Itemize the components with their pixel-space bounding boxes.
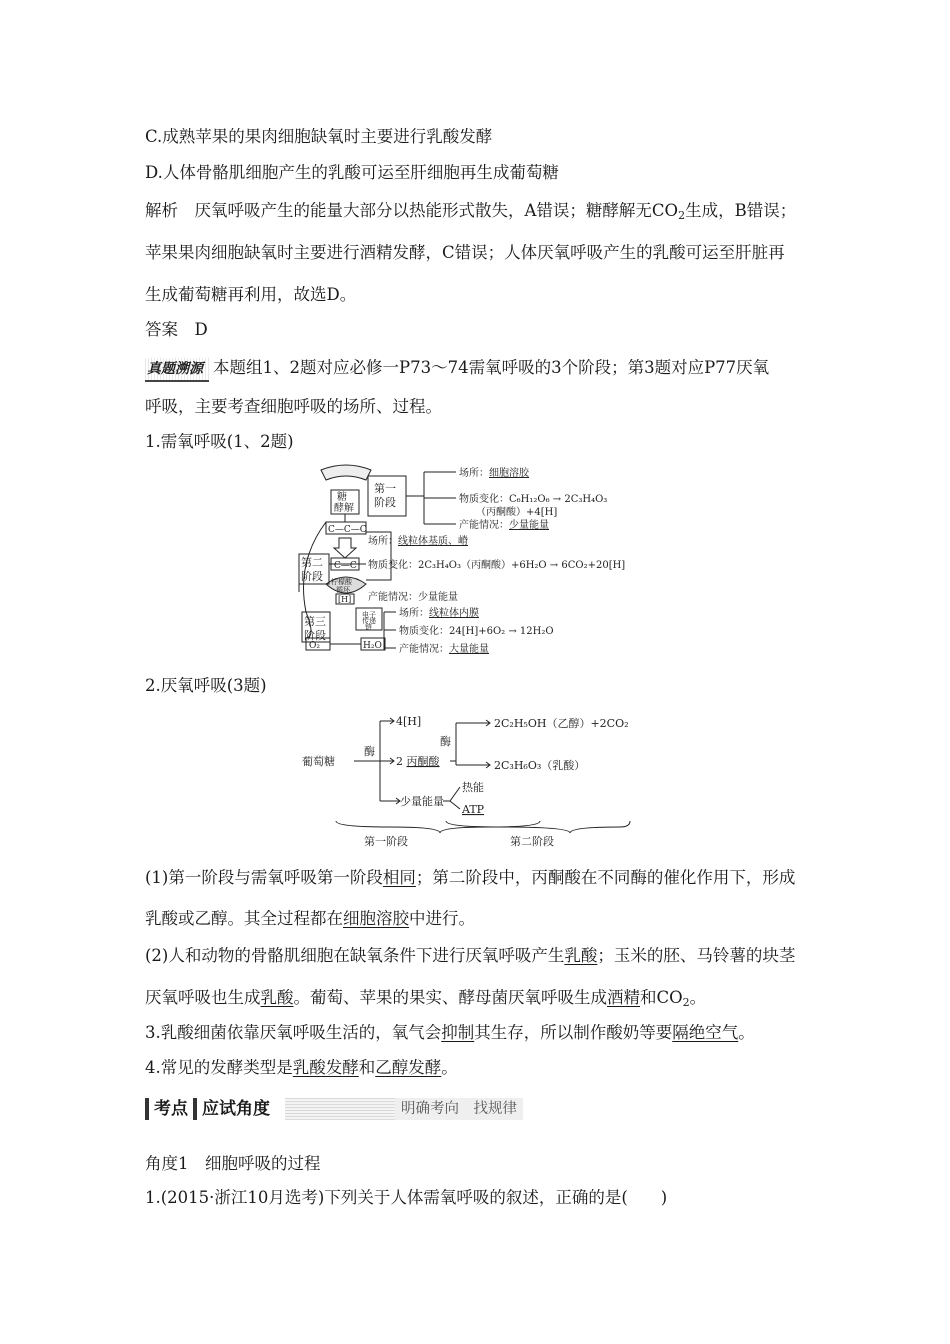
angle-1-heading: 角度1 细胞呼吸的过程 [145,1154,321,1173]
stage2-label: 第二 [301,556,323,569]
banner-right: 明确考向 找规律 [395,1098,523,1120]
point-3: 3.乳酸细菌依靠厌氧呼吸生活的，氧气会抑制其生存，所以制作酸奶等要隔绝空气。 [145,1023,755,1042]
s1-matter2: （丙酮酸）+4[H] [476,507,558,518]
lactic-label: 2C₃H₆O₃（乳酸） [494,759,586,772]
h4-label: 4[H] [396,715,422,728]
svg-text:循环: 循环 [336,586,350,594]
analysis-line-1: 解析 厌氧呼吸产生的能量大部分以热能形式散失，A错误；糖酵解无$CO_2$生成，B错误； [145,201,797,222]
analysis-line-3: 生成葡萄糖再利用，故选D。 [145,285,357,304]
s2-energy: 产能情况：少量能量 [368,592,458,603]
s3-matter: 物质变化：24[H]+6O₂ → 12H₂O [399,626,554,637]
glycolysis-label: 糖 [337,492,347,503]
h2o-label: H₂O [363,641,382,651]
option-d: D.人体骨骼肌细胞产生的乳酸可运至肝细胞再生成葡萄糖 [145,163,559,182]
s2-matter: 物质变化：2C₃H₄O₃（丙酮酸）+6H₂O → 6CO₂+20[H] [368,560,626,571]
source-line-1: 真题溯源 本题组1、2题对应必修一P73～74需氧呼吸的3个阶段；第3题对应P77厌氧 [145,357,769,382]
aerobic-heading: 1.需氧呼吸(1、2题) [145,432,294,451]
svg-text:阶段: 阶段 [374,496,396,509]
answer: 答案 D [145,320,208,339]
point-4: 4.常见的发酵类型是乳酸发酵和乙醇发酵。 [145,1058,458,1077]
aerobic-diagram [296,462,666,662]
krebs-label: 柠檬酸 [331,578,352,586]
source-line-2: 呼吸，主要考查细胞呼吸的场所、过程。 [145,397,442,416]
stage3-label: 第三 [304,615,326,628]
point-2-line-1: (2)人和动物的骨骼肌细胞在缺氧条件下进行厌氧呼吸产生乳酸；玉米的胚、马铃薯的块茎 [145,946,796,965]
anaerobic-diagram [300,705,640,855]
glucose-shape [321,465,371,480]
stage1-anaerobic: 第一阶段 [364,835,408,848]
heat-label: 热能 [462,781,484,794]
h-label: [H] [338,595,352,604]
stage2-anaerobic: 第二阶段 [510,835,554,848]
point-1-line-1: (1)第一阶段与需氧呼吸第一阶段相同；第二阶段中，丙酮酸在不同酶的催化作用下，形成 [145,868,796,887]
point-2-line-2: 厌氧呼吸也生成乳酸。葡萄、苹果的果实、酵母菌厌氧呼吸生成酒精和$CO_2$。 [145,988,707,1009]
svg-text:阶段: 阶段 [301,570,323,583]
section-banner [145,1096,525,1122]
s1-matter: 物质变化：C₆H₁₂O₆ → 2C₃H₄O₃ [459,494,608,505]
svg-text:阶段: 阶段 [304,629,326,642]
etc-label: 电子 [362,611,376,619]
s1-energy: 产能情况：少量能量 [459,520,549,531]
svg-text:链: 链 [365,623,372,631]
stage1-label: 第一 [374,482,396,495]
svg-text:传递: 传递 [362,617,376,625]
enzyme2-label: 酶 [440,735,451,748]
banner-kaodian: 考点 [145,1098,193,1120]
s3-place: 场所：线粒体内膜 [399,608,479,619]
question-1: 1.(2015·浙江10月选考)下列关于人体需氧呼吸的叙述，正确的是( ) [145,1188,668,1207]
pyruvate-label: 2 丙酮酸 [396,755,440,768]
glucose-label: 葡萄糖 [302,755,335,768]
o2-label: O₂ [309,641,320,651]
c3-label: C—C—C [328,525,367,535]
svg-text:酵解: 酵解 [334,503,354,514]
source-tag: 真题溯源 [145,358,209,382]
anaerobic-heading: 2.厌氧呼吸(3题) [145,676,267,695]
banner-angle: 应试角度 [193,1098,275,1120]
s2-place: 场所：线粒体基质、嵴 [368,536,468,547]
s3-energy: 产能情况：大量能量 [399,644,489,655]
s1-place: 场所：细胞溶胶 [459,468,529,479]
c2-label: C—C [334,561,357,571]
ethanol-label: 2C₂H₅OH（乙醇）+2CO₂ [494,717,629,730]
atp-label: ATP [462,803,485,816]
option-c: C.成熟苹果的果肉细胞缺氧时主要进行乳酸发酵 [145,127,493,146]
point-1-line-2: 乳酸或乙醇。其全过程都在细胞溶胶中进行。 [145,909,475,928]
enzyme1-label: 酶 [364,745,375,758]
energy-label: 少量能量 [400,795,444,808]
banner-left [145,1096,275,1122]
analysis-line-2: 苹果果肉细胞缺氧时主要进行酒精发酵，C错误；人体厌氧呼吸产生的乳酸可运至肝脏再 [145,243,785,262]
